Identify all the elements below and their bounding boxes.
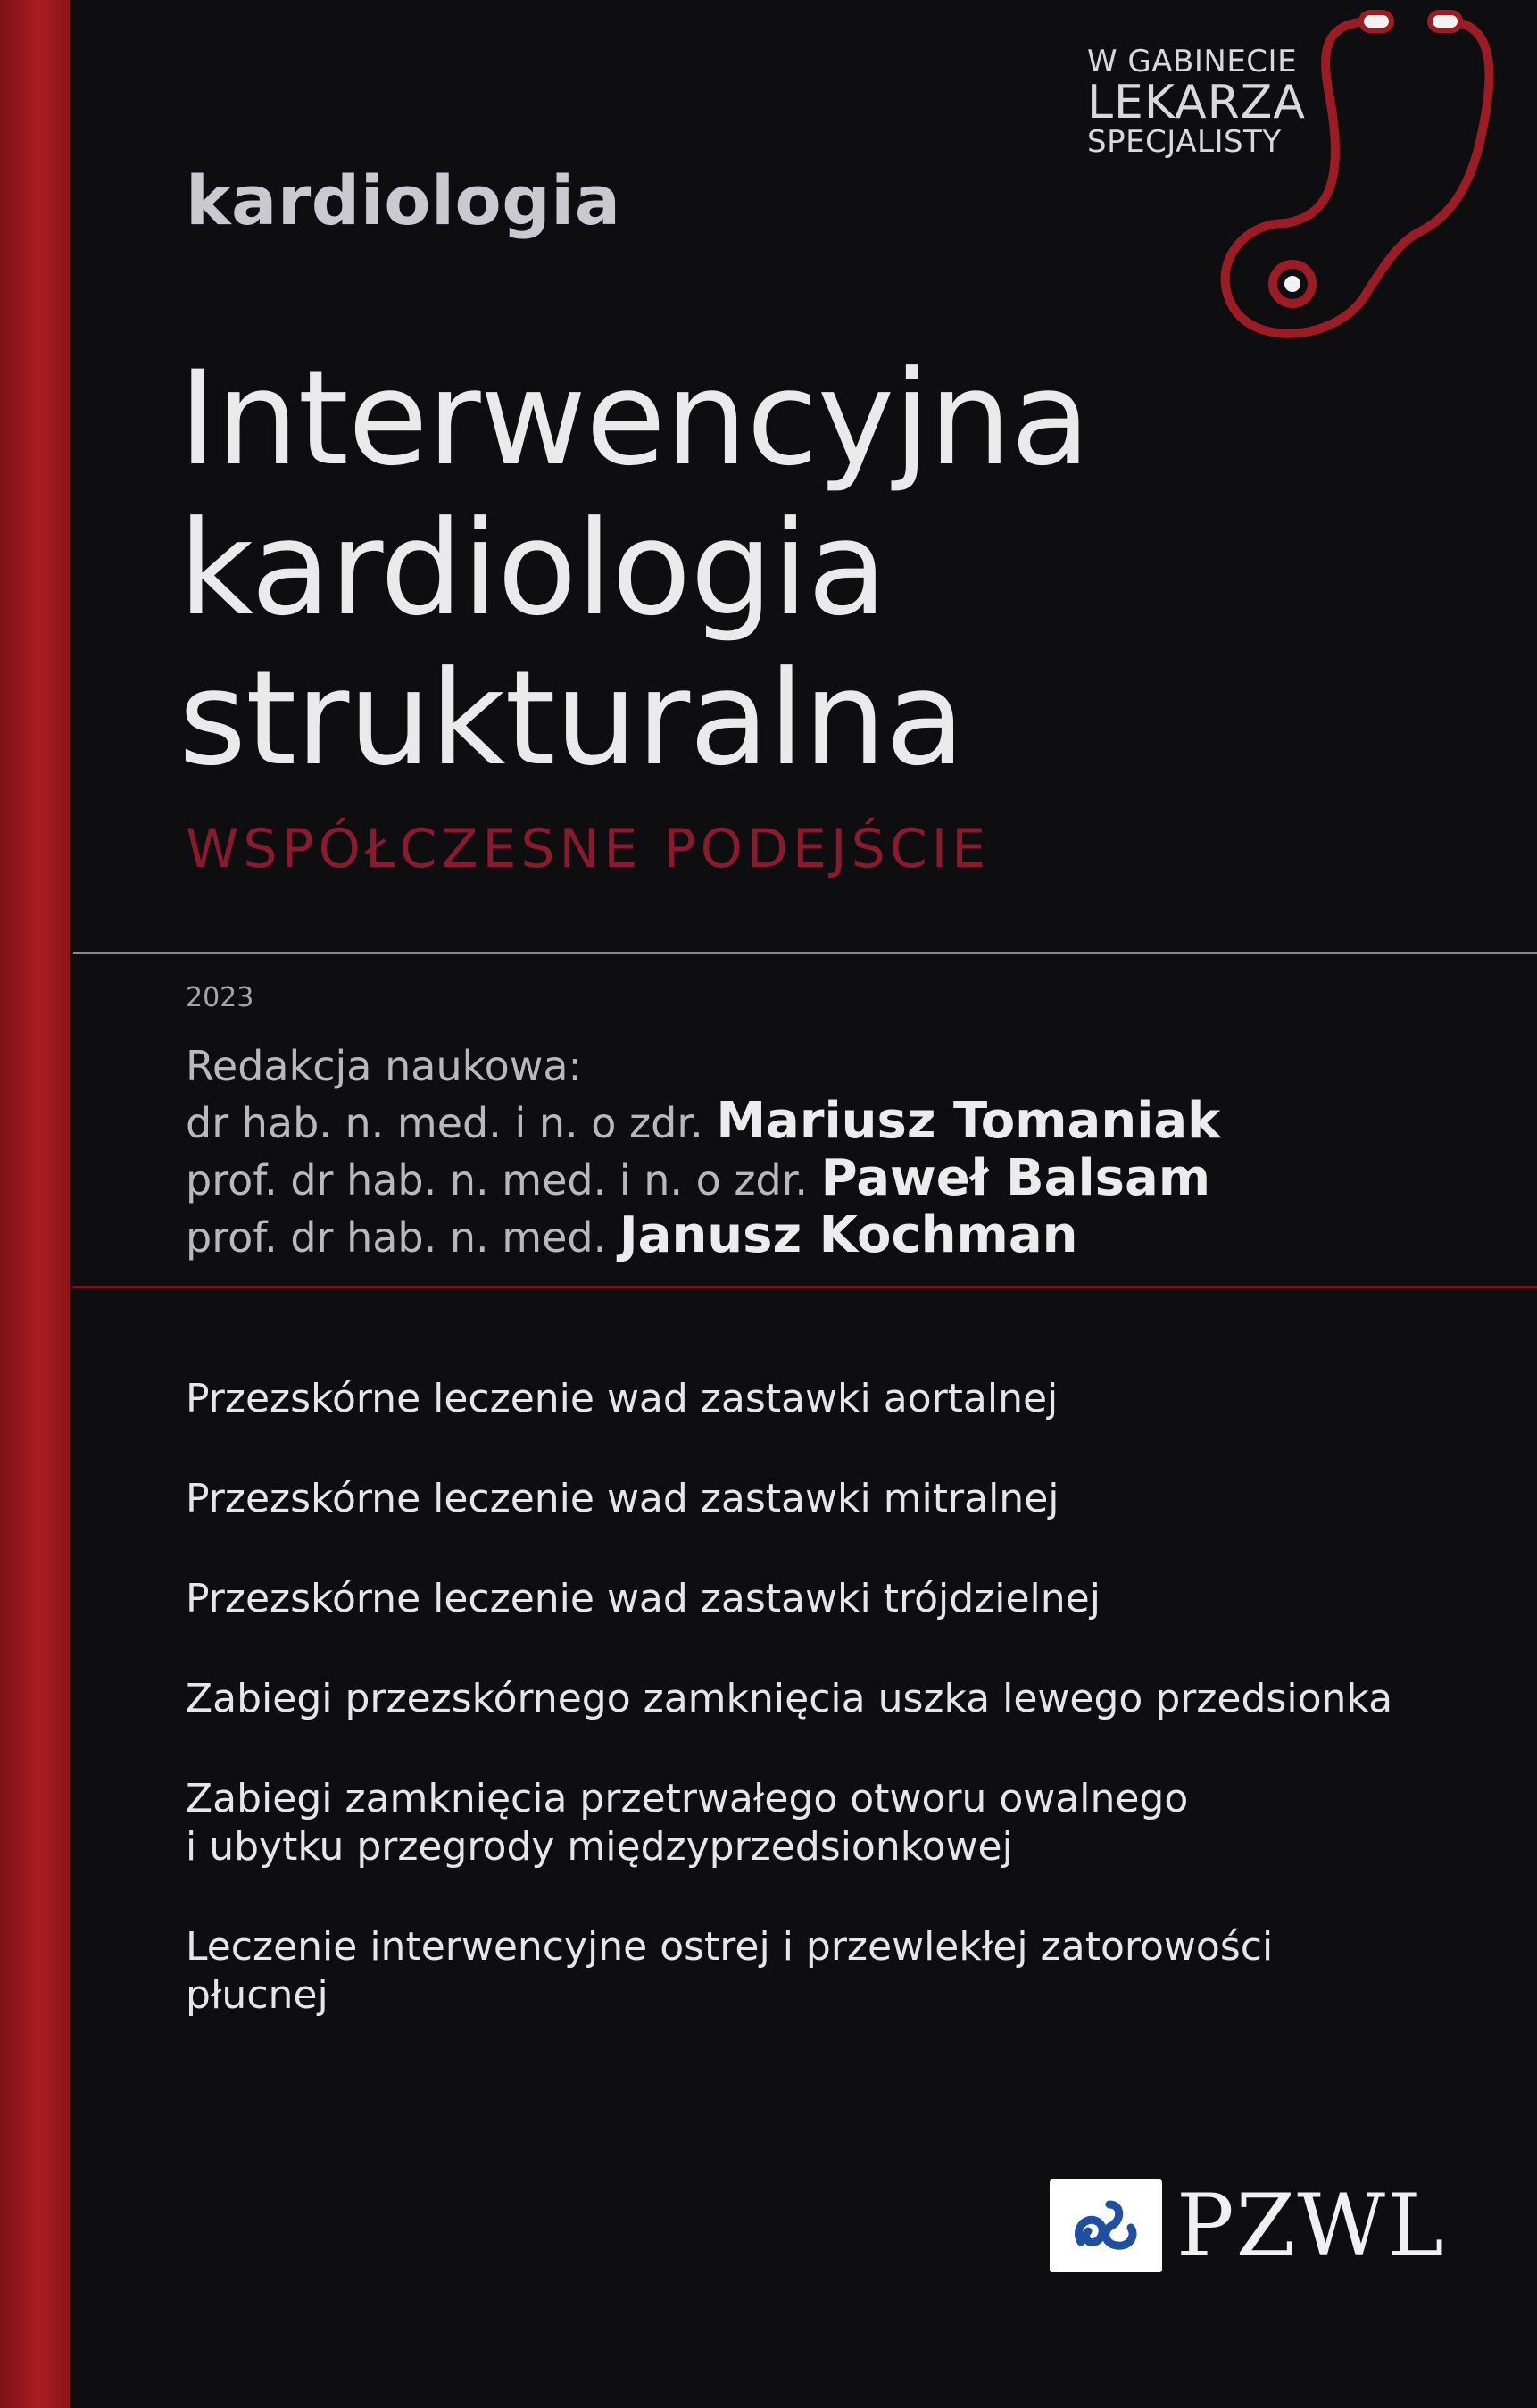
topic-item bbox=[186, 1923, 1392, 2020]
editor-name: Janusz Kochman bbox=[619, 1206, 1078, 1264]
topic-item bbox=[186, 1375, 1392, 1423]
editor-degree: prof. dr hab. n. med. bbox=[186, 1213, 607, 1262]
title-line: kardiologia bbox=[179, 493, 887, 645]
publisher-mark bbox=[1050, 2176, 1446, 2276]
book-title bbox=[179, 344, 1090, 794]
editor-degree: dr hab. n. med. i n. o zdr. bbox=[186, 1099, 703, 1147]
series-label bbox=[1087, 46, 1306, 159]
topic-item bbox=[186, 1675, 1392, 1723]
divider-red bbox=[73, 1286, 1537, 1288]
editor-name: Mariusz Tomaniak bbox=[716, 1092, 1221, 1150]
topic-line: płucnej bbox=[186, 1972, 328, 2018]
editors-block bbox=[186, 1038, 1220, 1265]
topic-line: Przezskórne leczenie wad zastawki trójdzielnej bbox=[186, 1576, 1101, 1621]
category-label: kardiologia bbox=[186, 161, 621, 240]
publisher-name: PZWL bbox=[1176, 2176, 1446, 2276]
topic-item bbox=[186, 1775, 1392, 1871]
topics-list bbox=[186, 1375, 1392, 2071]
topic-line: Przezskórne leczenie wad zastawki aortalnej bbox=[186, 1376, 1059, 1421]
editor-degree: prof. dr hab. n. med. i n. o zdr. bbox=[186, 1156, 809, 1204]
book-subtitle: WSPÓŁCZESNE PODEJŚCIE bbox=[186, 818, 991, 880]
title-line: Interwencyjna bbox=[179, 343, 1090, 495]
topic-line: Przezskórne leczenie wad zastawki mitralnej bbox=[186, 1476, 1059, 1521]
red-spine-band bbox=[0, 0, 70, 2408]
publication-year: 2023 bbox=[186, 982, 254, 1013]
editors-heading: Redakcja naukowa: bbox=[186, 1042, 583, 1090]
divider-grey bbox=[73, 952, 1537, 954]
topic-item bbox=[186, 1575, 1392, 1623]
topic-line: i ubytku przegrody międzyprzedsionkowej bbox=[186, 1824, 1013, 1870]
series-line-1: W GABINECIE bbox=[1087, 44, 1298, 79]
title-line: strukturalna bbox=[179, 643, 965, 795]
topic-line: Leczenie interwencyjne ostrej i przewlekłej zatorowości bbox=[186, 1924, 1274, 1970]
editor-row bbox=[186, 1151, 1220, 1208]
editor-name: Paweł Balsam bbox=[820, 1149, 1211, 1207]
topic-line: Zabiegi przezskórnego zamknięcia uszka lewego przedsionka bbox=[186, 1676, 1393, 1721]
editor-row bbox=[186, 1094, 1220, 1151]
series-line-2: LEKARZA bbox=[1087, 75, 1306, 129]
spine-edge bbox=[70, 0, 73, 2408]
pzwl-logo-icon bbox=[1050, 2179, 1162, 2272]
topic-line: Zabiegi zamknięcia przetrwałego otworu owalnego bbox=[186, 1776, 1189, 1821]
topic-item bbox=[186, 1475, 1392, 1523]
editor-row bbox=[186, 1208, 1220, 1265]
series-line-3: SPECJALISTY bbox=[1087, 124, 1282, 161]
